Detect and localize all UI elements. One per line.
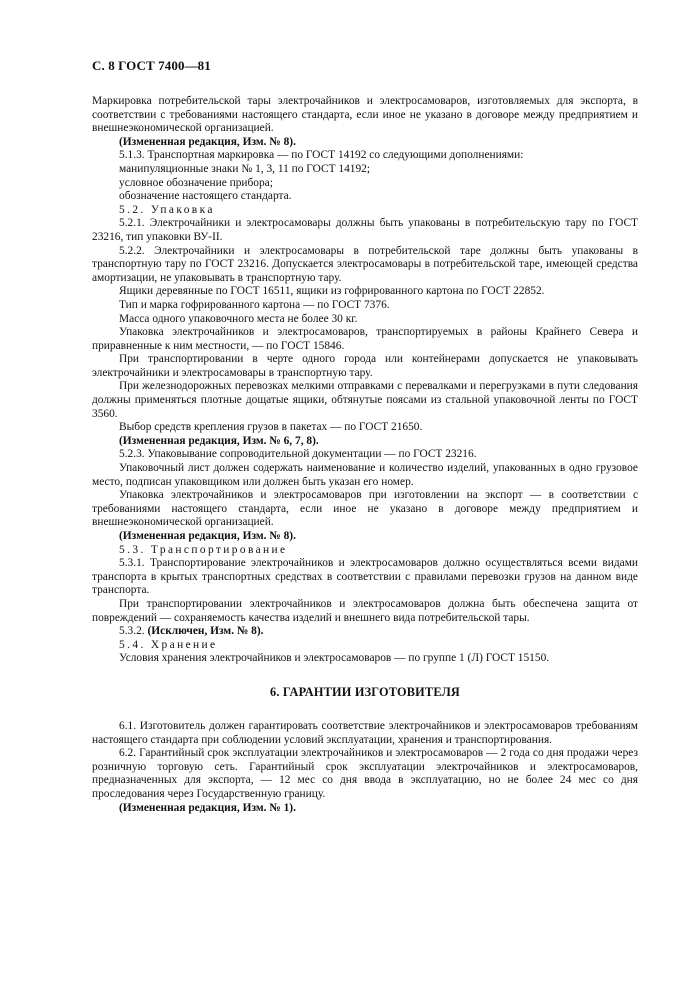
section-6-paragraph: (Измененная редакция, Изм. № 1). (119, 801, 296, 814)
section-5-paragraph: Условия хранения электрочайников и электросамоваров — по группе 1 (Л) ГОСТ 15150. (119, 652, 550, 665)
section-6-title: 6. ГАРАНТИИ ИЗГОТОВИТЕЛЯ (269, 684, 461, 699)
clause-note: (Исключен, Изм. № 8). (147, 625, 264, 638)
section-5-paragraph: (Измененная редакция, Изм. № 6, 7, 8). (119, 434, 319, 447)
section-5-paragraph: Тип и марка гофрированного картона — по ГОСТ 7376. (119, 298, 390, 311)
section-5-paragraph: условное обозначение прибора; (119, 176, 273, 189)
section-5-paragraph: 5.2. Упаковка (119, 203, 215, 216)
section-5-paragraph (92, 625, 638, 639)
section-6-body (92, 720, 638, 815)
section-5-paragraph: Маркировка потребительской тары электрочайников и электросамоваров, изготовляемых для экспорта, в соответствии с требованиями настоящего стандарта, если иное не указано в договоре между предприятием и внешнеэкономической организацией. (92, 95, 638, 135)
section-5-paragraph: При железнодорожных перевозках мелкими отправками с перевалками и перегрузками в пути следования должны применяться плотные дощатые ящики, обтянутые поясами из стальной упаковочной ленты по ГОСТ 3560. (92, 380, 638, 420)
section-5-paragraph: обозначение настоящего стандарта. (119, 190, 292, 203)
section-5-paragraph: Упаковочный лист должен содержать наименование и количество изделий, упакованных в одно грузовое место, подписан упаковщиком или должен быть указан его номер. (92, 462, 638, 488)
section-5-paragraph: Масса одного упаковочного места не более 30 кг. (119, 312, 358, 325)
clause-number: 5.3.2. (119, 625, 148, 638)
section-5-paragraph: Выбор средств крепления грузов в пакетах — по ГОСТ 21650. (119, 421, 423, 434)
section-5-paragraph: 5.2.1. Электрочайники и электросамовары должны быть упакованы в потребительскую тару по ГОСТ 23216, тип упаковки ВУ-II. (92, 217, 638, 243)
section-5-paragraph: 5.2.2. Электрочайники и электросамовары в потребительской таре должны быть упакованы в транспортную тару по ГОСТ 23216. Допускается электросамовары в потребительской таре, имеющей средства амортизации, не упаковывать в транспортную тару. (92, 244, 638, 284)
section-5-paragraph: 5.2.3. Упаковывание сопроводительной документации — по ГОСТ 23216. (119, 448, 477, 461)
section-5-paragraph: (Измененная редакция, Изм. № 8). (119, 530, 296, 542)
section-5-paragraph: 5.3. Транспортирование (119, 543, 288, 556)
section-5-paragraph: Ящики деревянные по ГОСТ 16511, ящики из гофрированного картона по ГОСТ 22852. (119, 285, 545, 298)
section-5-paragraph: Упаковка электрочайников и электросамоваров при изготовлении на экспорт — в соответствии с требованиями настоящего стандарта, если иное не указано в договоре между предприятием и внешнеэкономической организацией. (92, 489, 638, 529)
section-5-paragraph: При транспортировании электрочайников и электросамоваров должна быть обеспечена защита от повреждений — сохраняемость качества изделий и внешнего вида потребительской тары. (92, 597, 638, 624)
section-5-paragraph: 5.3.1. Транспортирование электрочайников и электросамоваров должно осуществляться всеми видами транспорта в крытых транспортных средствах в соответствии с правилами перевозки грузов на данном виде транспорта. (92, 557, 638, 597)
section-5-paragraph: 5.4. Хранение (119, 638, 218, 651)
section-5-paragraph: (Измененная редакция, Изм. № 8). (119, 135, 296, 148)
section-5-paragraph: Упаковка электрочайников и электросамоваров, транспортируемых в районы Крайнего Севера и приравненные к ним местности, — по ГОСТ 15846. (92, 326, 638, 352)
section-6-paragraph: 6.1. Изготовитель должен гарантировать соответствие электрочайников и электросамоваров требованиям настоящего стандарта при соблюдении условий эксплуатации, хранения и транспортирования. (92, 719, 638, 746)
page-header: С. 8 ГОСТ 7400—81 (92, 58, 211, 73)
section-5-body (92, 95, 638, 666)
section-6-paragraph: 6.2. Гарантийный срок эксплуатации электрочайников и электросамоваров — 2 года со дня продажи через розничную торговую сеть. Гарантийный срок эксплуатации электрочайников и электросамоваров, предназначенных для экспорта, — 12 мес со дня ввода в эксплуатацию, но не более 24 мес со дня проследования через Государственную границу. (92, 747, 638, 800)
section-5-paragraph: 5.1.3. Транспортная маркировка — по ГОСТ 14192 со следующими дополнениями: (119, 149, 524, 162)
section-5-paragraph: манипуляционные знаки № 1, 3, 11 по ГОСТ 14192; (119, 162, 371, 175)
section-5-paragraph: При транспортировании в черте одного города или контейнерами допускается не упаковывать электрочайники и электросамовары в транспортную тару. (92, 353, 638, 379)
